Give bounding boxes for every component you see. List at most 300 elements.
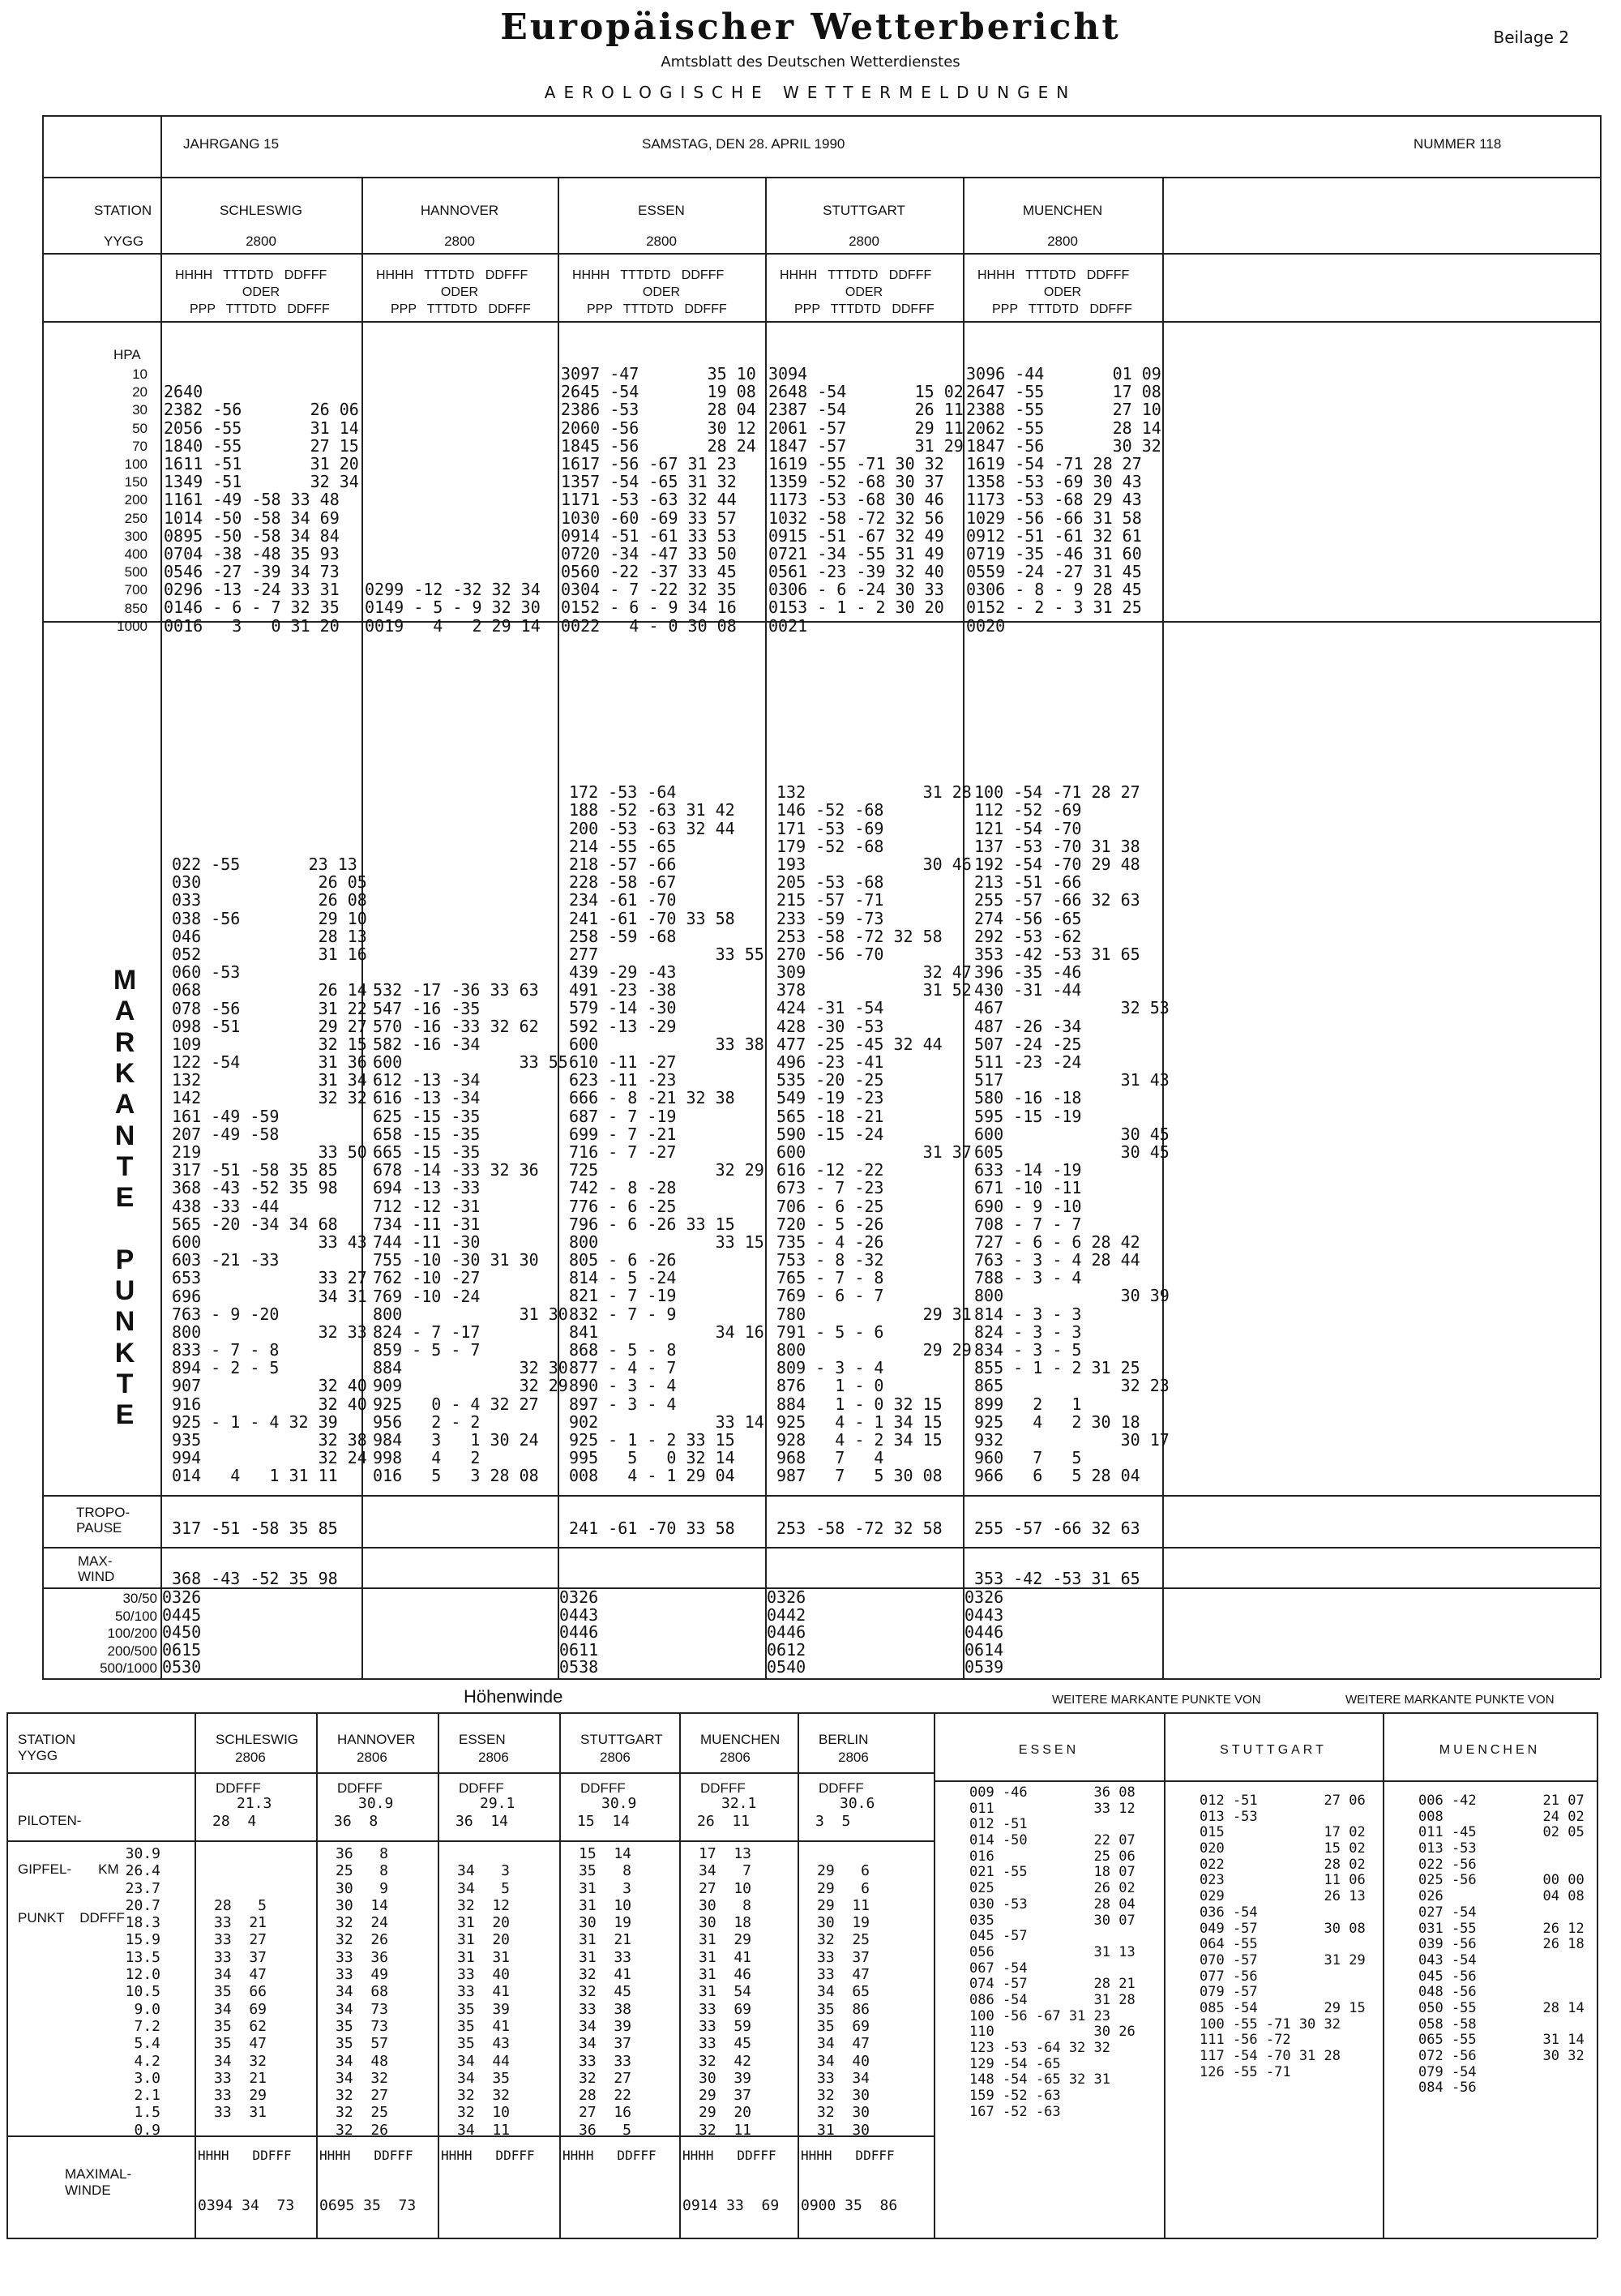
significant-point-row: 800 31 30 xyxy=(373,1304,568,1324)
station-name: HANNOVER xyxy=(420,203,499,218)
standard-level-row xyxy=(164,365,359,383)
hw-yygg-text: YYGG xyxy=(18,1748,58,1763)
column-header-mid: ODER xyxy=(642,285,681,299)
layer-value: 0611 xyxy=(559,1639,599,1660)
standard-level-row: 0306 - 6 -24 30 33 xyxy=(768,580,944,600)
weitere-row: 110 30 26 xyxy=(969,2024,1136,2041)
weitere-station-name: MUENCHEN xyxy=(1439,1743,1541,1757)
significant-point-row: 600 31 37 xyxy=(776,1142,972,1162)
significant-points-block xyxy=(373,855,568,1485)
significant-point-row: 600 30 45 xyxy=(974,1124,1170,1144)
station-yygg: 2800 xyxy=(646,233,677,249)
markante-letter: N xyxy=(114,1306,135,1338)
hpa-level: 300 xyxy=(124,528,148,544)
significant-point-row: 876 1 - 0 xyxy=(776,1376,884,1396)
issue-number: NUMMER 118 xyxy=(1414,136,1502,152)
gipfel-wind: 36 8 xyxy=(334,1813,379,1830)
maximalwinde-line2: WINDE xyxy=(65,2182,111,2198)
maximalwinde-label xyxy=(65,2166,131,2199)
weitere-row: 022 28 02 xyxy=(1200,1856,1366,1873)
significant-point-row xyxy=(373,963,568,981)
weitere-row: 159 -52 -63 xyxy=(969,2088,1061,2105)
hw-wind-value: 34 47 xyxy=(214,1966,267,1984)
weitere-row: 043 -54 xyxy=(1418,1951,1477,1968)
tropopause-label-line1: TROPO- xyxy=(76,1505,130,1520)
significant-point-row: 467 32 53 xyxy=(974,998,1170,1018)
significant-point-row: 744 -11 -30 xyxy=(373,1232,481,1252)
weitere-label-2: WEITERE MARKANTE PUNKTE VON xyxy=(1345,1693,1555,1707)
significant-point-row: 207 -49 -58 xyxy=(172,1124,280,1144)
weitere-row: 008 24 02 xyxy=(1418,1808,1585,1825)
standard-level-row: 1619 -54 -71 28 27 xyxy=(966,453,1142,473)
standard-levels-block xyxy=(365,365,541,635)
weitere-row: 048 -56 xyxy=(1418,1984,1477,2001)
significant-point-row: 277 33 55 xyxy=(569,944,764,964)
significant-point-row: 968 7 4 xyxy=(776,1448,884,1468)
column-header-top: HHHH TTTDTD DDFFF xyxy=(175,268,327,282)
gipfel-height: 30.9 xyxy=(358,1795,394,1812)
significant-points-block xyxy=(172,855,367,1485)
significant-point-row: 193 30 46 xyxy=(776,854,972,874)
significant-point-row: 396 -35 -46 xyxy=(974,962,1082,983)
significant-point-row: 378 31 52 xyxy=(776,980,972,1000)
hw-wind-value: 32 27 xyxy=(579,2069,632,2087)
significant-point-row: 776 - 6 -25 xyxy=(569,1196,677,1216)
significant-point-row: 052 31 16 xyxy=(172,944,367,964)
significant-point-row: 994 32 24 xyxy=(172,1448,367,1468)
hw-wind-value: 34 32 xyxy=(214,2052,267,2070)
hpa-level: 700 xyxy=(124,582,148,598)
station-yygg: 2800 xyxy=(246,233,276,249)
significant-point-row: 532 -17 -36 33 63 xyxy=(373,980,539,1000)
standard-level-row: 0561 -23 -39 32 40 xyxy=(768,562,944,582)
hw-wind-value: 34 73 xyxy=(336,2000,389,2018)
significant-point-row: 855 - 1 - 2 31 25 xyxy=(974,1358,1140,1378)
significant-point-row: 549 -19 -23 xyxy=(776,1088,884,1108)
significant-point-row: 233 -59 -73 xyxy=(776,908,884,928)
markante-letter: P xyxy=(115,1244,135,1275)
significant-point-row: 694 -13 -33 xyxy=(373,1178,481,1198)
weitere-row: 129 -54 -65 xyxy=(969,2055,1061,2072)
significant-point-row: 623 -11 -23 xyxy=(569,1070,677,1090)
weitere-row: 009 -46 36 08 xyxy=(969,1784,1136,1801)
hw-wind-value: 32 45 xyxy=(579,1983,632,2001)
weitere-row: 012 -51 xyxy=(969,1816,1028,1833)
page-title: Europäischer Wetterbericht xyxy=(500,6,1121,48)
hw-wind-value: 29 20 xyxy=(699,2104,752,2122)
hw-wind-value: 34 48 xyxy=(336,2052,389,2070)
significant-point-row: 925 - 1 - 4 32 39 xyxy=(172,1411,338,1432)
layer-value: 0443 xyxy=(559,1604,599,1625)
significant-point-row: 834 - 3 - 5 xyxy=(974,1340,1082,1360)
weitere-station-name: STUTTGART xyxy=(1220,1743,1327,1757)
significant-point-row: 274 -56 -65 xyxy=(974,908,1082,928)
significant-point-row: 241 -61 -70 33 58 xyxy=(569,908,735,928)
significant-point-row: 859 - 5 - 7 xyxy=(373,1340,481,1360)
significant-point-row: 477 -25 -45 32 44 xyxy=(776,1034,943,1054)
significant-point-row: 424 -31 -54 xyxy=(776,998,884,1018)
weitere-row: 013 -53 xyxy=(1200,1808,1258,1825)
markante-letter: R xyxy=(114,1026,135,1058)
standard-level-row: 0296 -13 -24 33 31 xyxy=(164,580,340,600)
yygg-label: YYGG xyxy=(104,233,144,249)
significant-point-row: 742 - 8 -28 xyxy=(569,1178,677,1198)
weitere-row: 012 -51 27 06 xyxy=(1200,1793,1366,1809)
significant-point-row: 547 -16 -35 xyxy=(373,998,481,1018)
hw-wind-value: 32 25 xyxy=(817,1931,870,1949)
standard-level-row xyxy=(365,383,541,401)
hw-wind-value xyxy=(817,1845,870,1862)
significant-point-row: 935 32 38 xyxy=(172,1430,367,1450)
piloten-label xyxy=(18,1780,125,1943)
standard-level-row: 1359 -52 -68 30 37 xyxy=(768,472,944,492)
column-header-bot: PPP TTTDTD DDFFF xyxy=(794,302,935,316)
standard-level-row: 1847 -57 31 29 xyxy=(768,435,964,456)
significant-point-row: 932 30 17 xyxy=(974,1429,1170,1450)
hw-ddfff-label: DDFFF xyxy=(700,1780,746,1796)
hw-station-yygg: 2806 xyxy=(720,1750,751,1765)
significant-point-row: 109 32 15 xyxy=(172,1034,367,1054)
maxwind-label xyxy=(78,1553,114,1584)
hw-station-yygg: 2806 xyxy=(478,1750,509,1765)
layer-value: 0442 xyxy=(767,1604,806,1625)
weitere-row: 065 -55 31 14 xyxy=(1418,2032,1585,2049)
significant-point-row: 925 4 2 30 18 xyxy=(974,1411,1140,1432)
layer-value: 0450 xyxy=(162,1622,202,1643)
significant-point-row: 755 -10 -30 31 30 xyxy=(373,1250,539,1270)
hw-station-label xyxy=(18,1732,75,1764)
hw-wind-value: 33 47 xyxy=(817,1966,870,1984)
standard-level-row xyxy=(365,490,541,508)
significant-points-block xyxy=(569,783,764,1484)
significant-point-row: 800 29 29 xyxy=(776,1340,972,1360)
layer-value: 0443 xyxy=(964,1604,1004,1625)
section-heading: AEROLOGISCHE WETTERMELDUNGEN xyxy=(544,83,1077,102)
significant-point-row: 734 -11 -31 xyxy=(373,1214,481,1234)
weitere-row: 086 -54 31 28 xyxy=(969,1991,1136,2008)
standard-level-row: 1173 -53 -68 29 43 xyxy=(966,490,1142,510)
hpa-level: 30 xyxy=(132,402,148,418)
markante-letter: A xyxy=(114,1089,135,1120)
significant-point-row: 665 -15 -35 xyxy=(373,1142,481,1162)
hw-wind-value: 33 38 xyxy=(579,2000,632,2018)
layer-label: 500/1000 xyxy=(100,1660,157,1677)
significant-point-row: 894 - 2 - 5 xyxy=(172,1358,280,1378)
significant-point-row: 824 - 3 - 3 xyxy=(974,1321,1082,1342)
significant-point-row: 612 -13 -34 xyxy=(373,1070,481,1090)
weitere-row: 022 -56 xyxy=(1418,1856,1477,1873)
standard-level-row: 0146 - 6 - 7 32 35 xyxy=(164,598,340,618)
significant-point-row: 132 31 34 xyxy=(172,1070,367,1090)
hw-wind-value: 29 37 xyxy=(699,2087,752,2105)
significant-point-row: 219 33 50 xyxy=(172,1142,367,1162)
hw-wind-value xyxy=(214,1845,267,1862)
significant-point-row: 511 -23 -24 xyxy=(974,1052,1082,1072)
hpa-level: 150 xyxy=(124,474,148,490)
weitere-row: 021 -55 18 07 xyxy=(969,1864,1136,1881)
hw-wind-value: 30 18 xyxy=(699,1914,752,1932)
hw-wind-value xyxy=(214,1862,267,1879)
standard-level-row: 0021 xyxy=(768,615,808,636)
significant-point-row: 865 32 23 xyxy=(974,1376,1170,1396)
hpa-label: HPA xyxy=(113,347,141,362)
standard-levels-block xyxy=(966,365,1161,635)
significant-point-row: 653 33 27 xyxy=(172,1268,367,1288)
significant-point-row: 060 -53 xyxy=(172,962,241,983)
significant-point-row: 666 - 8 -21 32 38 xyxy=(569,1088,735,1108)
significant-point-row: 038 -56 29 10 xyxy=(172,908,367,928)
standard-level-row: 0153 - 1 - 2 30 20 xyxy=(768,598,944,618)
hw-winds-block xyxy=(699,1845,751,2139)
hw-ddfff-label: DDFFF xyxy=(216,1780,261,1796)
weitere-row: 045 -57 xyxy=(969,1928,1028,1945)
hw-station-name: BERLIN xyxy=(819,1732,869,1747)
piloten-line2: GIPFEL- KM xyxy=(18,1861,119,1877)
gipfel-height: 32.1 xyxy=(721,1795,757,1812)
hw-wind-value: 35 57 xyxy=(336,2035,389,2053)
column-header-mid: ODER xyxy=(440,285,479,299)
hw-wind-value: 32 11 xyxy=(699,2121,752,2139)
significant-point-row: 255 -57 -66 32 63 xyxy=(974,890,1140,910)
standard-level-row: 0306 - 8 - 9 28 45 xyxy=(966,580,1142,600)
significant-point-row: 987 7 5 30 08 xyxy=(776,1466,943,1486)
hw-height: 18.3 xyxy=(125,1914,160,1932)
standard-level-row: 0914 -51 -61 33 53 xyxy=(561,525,737,546)
weitere-rows-block xyxy=(969,1785,1136,2120)
hoehenwinde-title: Höhenwinde xyxy=(464,1686,563,1707)
hw-wind-value: 36 5 xyxy=(579,2121,632,2139)
significant-point-row: 791 - 5 - 6 xyxy=(776,1321,884,1342)
gipfel-wind: 36 14 xyxy=(456,1813,509,1830)
layer-values xyxy=(559,1589,598,1677)
standard-level-row xyxy=(365,419,541,437)
significant-point-row: 008 4 - 1 29 04 xyxy=(569,1466,735,1486)
significant-point-row xyxy=(373,891,568,909)
significant-point-row: 016 5 3 28 08 xyxy=(373,1466,539,1486)
layer-value: 0326 xyxy=(964,1587,1004,1607)
weitere-row: 056 31 13 xyxy=(969,1943,1136,1960)
standard-level-row: 2645 -54 19 08 xyxy=(561,382,756,402)
significant-point-row: 161 -49 -59 xyxy=(172,1106,280,1126)
hw-max-header: HHHH DDFFF xyxy=(441,2148,535,2163)
weitere-row: 039 -56 26 18 xyxy=(1418,1936,1585,1953)
standard-level-row: 2382 -56 26 06 xyxy=(164,400,359,420)
significant-point-row: 696 34 31 xyxy=(172,1286,367,1306)
weitere-row: 035 30 07 xyxy=(969,1912,1136,1929)
tropopause-value: 241 -61 -70 33 58 xyxy=(569,1519,735,1538)
weitere-row: 029 26 13 xyxy=(1200,1888,1366,1905)
hw-wind-value: 25 8 xyxy=(336,1862,389,1880)
hw-height: 5.4 xyxy=(134,2035,160,2053)
column-header-top: HHHH TTTDTD DDFFF xyxy=(572,268,725,282)
volume-label: JAHRGANG 15 xyxy=(183,136,280,152)
standard-level-row: 1619 -55 -71 30 32 xyxy=(768,453,944,473)
significant-point-row: 430 -31 -44 xyxy=(974,980,1082,1000)
weitere-row: 050 -55 28 14 xyxy=(1418,1999,1585,2016)
hw-wind-value: 31 33 xyxy=(579,1948,632,1966)
hpa-level: 250 xyxy=(124,510,148,526)
weitere-row: 148 -54 -65 32 31 xyxy=(969,2071,1110,2088)
significant-point-row: 368 -43 -52 35 98 xyxy=(172,1178,338,1198)
hw-wind-value xyxy=(214,2122,267,2139)
weitere-row: 084 -56 xyxy=(1418,2080,1477,2097)
significant-point-row: 658 -15 -35 xyxy=(373,1124,481,1144)
significant-point-row: 984 3 1 30 24 xyxy=(373,1430,539,1450)
hw-height: 0.9 xyxy=(134,2121,160,2139)
significant-point-row: 877 - 4 - 7 xyxy=(569,1358,677,1378)
gipfel-height: 21.3 xyxy=(237,1795,272,1812)
tropopause-label xyxy=(76,1505,130,1536)
hw-wind-value: 35 73 xyxy=(336,2017,389,2035)
hw-wind-value: 32 30 xyxy=(817,2087,870,2105)
hw-station-name: MUENCHEN xyxy=(700,1732,781,1747)
significant-point-row: 725 32 29 xyxy=(569,1160,764,1180)
significant-point-row: 192 -54 -70 29 48 xyxy=(974,854,1140,874)
gipfel-wind: 15 14 xyxy=(577,1813,631,1830)
tropopause-value: 253 -58 -72 32 58 xyxy=(776,1519,943,1538)
significant-point-row: 788 - 3 - 4 xyxy=(974,1268,1082,1288)
hw-wind-value: 31 10 xyxy=(579,1896,632,1914)
hw-wind-value: 33 27 xyxy=(214,1931,267,1949)
hw-max-value: 0914 33 69 xyxy=(682,2197,780,2214)
significant-point-row: 600 33 38 xyxy=(569,1034,764,1054)
significant-point-row: 727 - 6 - 6 28 42 xyxy=(974,1232,1140,1252)
hpa-level: 400 xyxy=(124,546,148,562)
hw-station-name: SCHLESWIG xyxy=(216,1732,299,1747)
significant-point-row: 030 26 05 xyxy=(172,872,367,893)
standard-level-row: 2386 -53 28 04 xyxy=(561,400,756,420)
standard-level-row: 0704 -38 -48 35 93 xyxy=(164,543,340,563)
standard-level-row: 2061 -57 29 11 xyxy=(768,418,964,438)
hw-wind-value: 34 35 xyxy=(457,2069,511,2087)
hw-wind-value: 35 39 xyxy=(457,2000,511,2018)
standard-level-row: 0720 -34 -47 33 50 xyxy=(561,543,737,563)
standard-level-row: 0152 - 6 - 9 34 16 xyxy=(561,598,737,618)
standard-levels-block xyxy=(561,365,756,635)
hw-winds-block xyxy=(336,1845,388,2139)
hw-wind-value: 30 14 xyxy=(336,1896,389,1914)
hw-wind-value: 15 14 xyxy=(579,1845,632,1862)
tropopause-value: 255 -57 -66 32 63 xyxy=(974,1519,1140,1538)
hw-wind-value: 36 8 xyxy=(336,1845,389,1862)
weitere-row: 117 -54 -70 31 28 xyxy=(1200,2048,1341,2064)
significant-point-row: 234 -61 -70 xyxy=(569,890,677,910)
layer-value: 0614 xyxy=(964,1639,1004,1660)
hw-wind-value: 30 9 xyxy=(336,1879,389,1897)
page-subtitle: Amtsblatt des Deutschen Wetterdienstes xyxy=(661,54,960,71)
significant-point-row: 228 -58 -67 xyxy=(569,872,677,893)
standard-level-row xyxy=(365,509,541,527)
weitere-row: 020 15 02 xyxy=(1200,1840,1366,1857)
hw-wind-value: 32 26 xyxy=(336,1931,389,1949)
hw-height: 2.1 xyxy=(134,2087,160,2105)
hw-station-yygg: 2806 xyxy=(357,1750,387,1765)
significant-point-row: 928 4 - 2 34 15 xyxy=(776,1429,943,1450)
station-yygg: 2800 xyxy=(1047,233,1078,249)
maxwind-value: 368 -43 -52 35 98 xyxy=(172,1569,338,1588)
hw-wind-value: 34 32 xyxy=(336,2069,389,2087)
hw-wind-value: 34 3 xyxy=(457,1862,511,1880)
significant-point-row: 033 26 08 xyxy=(172,890,367,910)
significant-point-row: 925 - 1 - 2 33 15 xyxy=(569,1429,735,1450)
standard-level-row: 1845 -56 28 24 xyxy=(561,435,756,456)
weitere-row: 070 -57 31 29 xyxy=(1200,1951,1366,1968)
layer-value: 0326 xyxy=(767,1587,806,1607)
hw-wind-value: 32 24 xyxy=(336,1914,389,1932)
significant-point-row: 712 -12 -31 xyxy=(373,1196,481,1216)
significant-point-row: 832 - 7 - 9 xyxy=(569,1304,677,1324)
hw-wind-value: 32 10 xyxy=(457,2104,511,2122)
hw-max-header: HHHH DDFFF xyxy=(801,2148,895,2163)
significant-point-row: 496 -23 -41 xyxy=(776,1052,884,1072)
weitere-row: 079 -54 xyxy=(1418,2063,1477,2080)
hw-wind-value: 34 68 xyxy=(336,1983,389,2001)
significant-point-row: 603 -21 -33 xyxy=(172,1250,280,1270)
layer-value: 0445 xyxy=(162,1604,202,1625)
standard-level-row: 1840 -55 27 15 xyxy=(164,435,359,456)
standard-level-row: 1357 -54 -65 31 32 xyxy=(561,472,737,492)
standard-level-row: 2387 -54 26 11 xyxy=(768,400,964,420)
hw-wind-value: 34 7 xyxy=(699,1862,752,1880)
hw-wind-value: 33 37 xyxy=(214,1948,267,1966)
hw-wind-value: 33 33 xyxy=(579,2052,632,2070)
column-header-top: HHHH TTTDTD DDFFF xyxy=(780,268,932,282)
standard-level-row: 0721 -34 -55 31 49 xyxy=(768,543,944,563)
hw-wind-value: 34 39 xyxy=(579,2017,632,2035)
weitere-row: 049 -57 30 08 xyxy=(1200,1920,1366,1937)
layer-values xyxy=(767,1589,806,1677)
standard-level-row: 2640 xyxy=(164,382,203,402)
significant-point-row: 592 -13 -29 xyxy=(569,1016,677,1036)
hw-max-header: HHHH DDFFF xyxy=(319,2148,413,2163)
hw-wind-value: 31 20 xyxy=(457,1931,511,1949)
hw-wind-value: 31 46 xyxy=(699,1966,752,1984)
standard-level-row: 1171 -53 -63 32 44 xyxy=(561,490,737,510)
layer-label: 30/50 xyxy=(122,1591,157,1606)
hw-height: 12.0 xyxy=(125,1966,160,1984)
hw-wind-value: 31 41 xyxy=(699,1948,752,1966)
station-name: STUTTGART xyxy=(823,203,905,218)
layer-values xyxy=(162,1589,201,1677)
piloten-line1: PILOTEN- xyxy=(18,1813,82,1828)
significant-point-row xyxy=(373,945,568,963)
standard-level-row: 2388 -55 27 10 xyxy=(966,400,1161,420)
significant-point-row: 580 -16 -18 xyxy=(974,1088,1082,1108)
hw-wind-value: 27 16 xyxy=(579,2104,632,2122)
significant-point-row: 796 - 6 -26 33 15 xyxy=(569,1214,735,1234)
hw-wind-value: 33 49 xyxy=(336,1966,389,1984)
layer-label: 100/200 xyxy=(107,1626,157,1642)
significant-point-row: 292 -53 -62 xyxy=(974,926,1082,946)
layer-value: 0446 xyxy=(559,1622,599,1643)
standard-level-row xyxy=(365,455,541,473)
significant-point-row: 735 - 4 -26 xyxy=(776,1232,884,1252)
standard-level-row: 0559 -24 -27 31 45 xyxy=(966,562,1142,582)
significant-point-row: 590 -15 -24 xyxy=(776,1124,884,1144)
hw-station-yygg: 2806 xyxy=(838,1750,869,1765)
column-header-mid: ODER xyxy=(242,285,280,299)
significant-point-row: 172 -53 -64 xyxy=(569,782,677,803)
significant-point-row: 046 28 13 xyxy=(172,926,367,946)
significant-point-row: 824 - 7 -17 xyxy=(373,1321,481,1342)
significant-point-row: 112 -52 -69 xyxy=(974,800,1082,820)
standard-level-row: 0915 -51 -67 32 49 xyxy=(768,525,944,546)
significant-point-row: 517 31 43 xyxy=(974,1070,1170,1090)
hw-wind-value: 31 30 xyxy=(817,2121,870,2139)
column-header-top: HHHH TTTDTD DDFFF xyxy=(376,268,528,282)
standard-level-row: 2647 -55 17 08 xyxy=(966,382,1161,402)
hpa-level: 850 xyxy=(124,600,148,616)
